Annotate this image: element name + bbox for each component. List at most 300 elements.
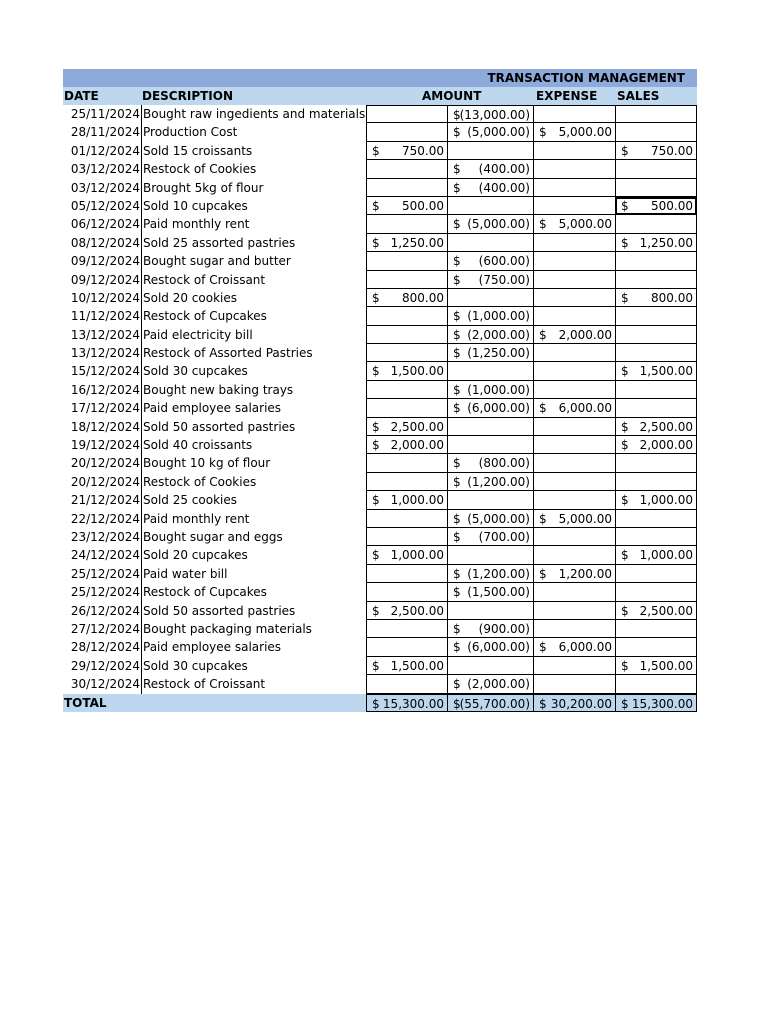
amount-cell[interactable] (366, 160, 447, 178)
description-cell[interactable]: Restock of Cupcakes (141, 307, 366, 325)
table-row (63, 510, 697, 528)
amount-cell[interactable] (366, 473, 447, 491)
expense2-cell[interactable] (533, 528, 615, 546)
sales-cell[interactable] (615, 491, 697, 509)
amount-cell[interactable] (366, 510, 447, 528)
description-cell[interactable]: Bought raw ingedients and materials (141, 105, 366, 123)
sales-cell[interactable] (615, 418, 697, 436)
date-cell[interactable]: 27/12/2024 (70, 621, 140, 636)
date-cell[interactable]: 25/12/2024 (70, 566, 140, 581)
currency-symbol: $ (372, 290, 380, 305)
sales-cell[interactable] (615, 123, 697, 141)
amount-cell[interactable] (366, 142, 447, 160)
expense-value: (1,200.00) (467, 566, 530, 581)
amount-cell[interactable] (366, 307, 447, 325)
amount-cell[interactable] (366, 234, 447, 252)
sales-cell[interactable] (615, 657, 697, 675)
expense2-cell[interactable] (533, 583, 615, 601)
amount-cell[interactable] (366, 436, 447, 454)
amount-cell[interactable] (366, 381, 447, 399)
sheet-title: TRANSACTION MANAGEMENT (487, 71, 685, 85)
date-cell[interactable]: 10/12/2024 (70, 290, 140, 305)
amount-cell[interactable] (366, 362, 447, 380)
table-row (63, 381, 697, 399)
description-cell[interactable]: Paid employee salaries (141, 638, 366, 656)
sales-cell[interactable] (615, 307, 697, 325)
currency-symbol: $ (453, 621, 461, 636)
expense-cell[interactable] (447, 179, 533, 197)
sales-cell[interactable] (615, 326, 697, 344)
amount-cell[interactable] (366, 271, 447, 289)
description-cell[interactable]: Restock of Croissant (141, 675, 366, 693)
expense2-value: 2,000.00 (558, 327, 612, 342)
date-cell[interactable]: 24/12/2024 (70, 548, 140, 563)
currency-symbol: $ (453, 108, 461, 122)
date-cell[interactable]: 03/12/2024 (70, 180, 140, 195)
sales-cell[interactable] (615, 510, 697, 528)
expense2-cell[interactable] (533, 473, 615, 491)
sales-value: 1,500.00 (639, 658, 693, 673)
total-sales: 15,300.00 (631, 696, 693, 711)
total-expense2-cell[interactable] (533, 694, 615, 712)
currency-symbol: $ (621, 364, 629, 379)
currency-symbol: $ (621, 438, 629, 453)
expense-value: (1,500.00) (467, 585, 530, 600)
expense2-cell[interactable] (533, 271, 615, 289)
table-row (63, 123, 697, 141)
expense-cell[interactable] (447, 362, 533, 380)
sales-value: 800.00 (651, 290, 693, 305)
currency-symbol: $ (453, 474, 461, 489)
sales-cell[interactable] (615, 454, 697, 472)
expense2-cell[interactable] (533, 381, 615, 399)
description-cell[interactable]: Sold 50 assorted pastries (141, 602, 366, 620)
amount-cell[interactable] (366, 399, 447, 417)
sales-value: 1,500.00 (639, 364, 693, 379)
amount-cell[interactable] (366, 657, 447, 675)
expense-cell[interactable] (447, 234, 533, 252)
expense-cell[interactable] (447, 160, 533, 178)
expense-cell[interactable] (447, 271, 533, 289)
expense-cell[interactable] (447, 142, 533, 160)
amount-cell[interactable] (366, 105, 447, 123)
amount-cell[interactable] (366, 638, 447, 656)
expense-cell[interactable] (447, 344, 533, 362)
currency-symbol: $ (453, 327, 461, 342)
amount-cell[interactable] (366, 583, 447, 601)
amount-cell[interactable] (366, 215, 447, 233)
description-cell[interactable]: Production Cost (141, 123, 366, 141)
table-row (63, 473, 697, 491)
currency-symbol: $ (453, 677, 461, 692)
expense-value: (5,000.00) (467, 125, 530, 140)
description-cell[interactable]: Restock of Cookies (141, 473, 366, 491)
expense-cell[interactable] (447, 583, 533, 601)
total-expense-cell[interactable] (447, 694, 533, 712)
expense2-cell[interactable] (533, 142, 615, 160)
date-cell[interactable]: 05/12/2024 (70, 198, 140, 213)
expense2-cell[interactable] (533, 491, 615, 509)
currency-symbol: $ (372, 658, 380, 673)
expense2-value: 1,200.00 (558, 566, 612, 581)
expense2-cell[interactable] (533, 179, 615, 197)
description-cell[interactable]: Sold 10 cupcakes (141, 197, 366, 215)
description-cell[interactable]: Paid monthly rent (141, 510, 366, 528)
sales-cell[interactable] (615, 197, 697, 215)
currency-symbol: $ (539, 217, 547, 232)
expense2-cell[interactable] (533, 344, 615, 362)
expense2-cell[interactable] (533, 215, 615, 233)
amount-value: 2,500.00 (390, 419, 444, 434)
expense-value: (1,200.00) (467, 474, 530, 489)
date-cell[interactable]: 23/12/2024 (70, 529, 140, 544)
date-cell[interactable]: 21/12/2024 (70, 493, 140, 508)
amount-cell[interactable] (366, 602, 447, 620)
expense-cell[interactable] (447, 473, 533, 491)
expense-cell[interactable] (447, 381, 533, 399)
currency-symbol: $ (453, 529, 461, 544)
currency-symbol: $ (621, 548, 629, 563)
expense-cell[interactable] (447, 436, 533, 454)
sales-cell[interactable] (615, 583, 697, 601)
date-cell[interactable]: 28/12/2024 (70, 640, 140, 655)
description-cell[interactable]: Bought sugar and eggs (141, 528, 366, 546)
amount-value: 1,500.00 (390, 658, 444, 673)
amount-cell[interactable] (366, 546, 447, 564)
date-cell[interactable]: 08/12/2024 (70, 235, 140, 250)
description-cell[interactable]: Restock of Cookies (141, 160, 366, 178)
expense-value: (13,000.00) (459, 108, 530, 122)
currency-symbol: $ (621, 696, 629, 711)
sales-cell[interactable] (615, 215, 697, 233)
expense-cell[interactable] (447, 491, 533, 509)
expense2-cell[interactable] (533, 454, 615, 472)
description-cell[interactable]: Bought sugar and butter (141, 252, 366, 270)
description-cell[interactable]: Sold 20 cookies (141, 289, 366, 307)
amount-value: 1,000.00 (390, 548, 444, 563)
expense2-cell[interactable] (533, 289, 615, 307)
currency-symbol: $ (539, 327, 547, 342)
description-cell[interactable]: Bought 10 kg of flour (141, 454, 366, 472)
expense2-cell[interactable] (533, 565, 615, 583)
sales-cell[interactable] (615, 362, 697, 380)
expense-cell[interactable] (447, 638, 533, 656)
expense2-cell[interactable] (533, 510, 615, 528)
expense-cell[interactable] (447, 252, 533, 270)
description-cell[interactable]: Restock of Assorted Pastries (141, 344, 366, 362)
date-cell[interactable]: 06/12/2024 (70, 217, 140, 232)
currency-symbol: $ (539, 125, 547, 140)
sales-cell[interactable] (615, 142, 697, 160)
currency-symbol: $ (621, 419, 629, 434)
expense-cell[interactable] (447, 105, 533, 123)
date-cell[interactable]: 18/12/2024 (70, 419, 140, 434)
description-cell[interactable]: Sold 50 assorted pastries (141, 418, 366, 436)
currency-symbol: $ (453, 125, 461, 140)
description-cell[interactable]: Sold 30 cupcakes (141, 657, 366, 675)
expense2-value: 6,000.00 (558, 640, 612, 655)
table-row (63, 602, 697, 620)
table-row (63, 344, 697, 362)
date-cell[interactable]: 09/12/2024 (70, 254, 140, 269)
date-cell[interactable]: 16/12/2024 (70, 382, 140, 397)
sales-cell[interactable] (615, 179, 697, 197)
sales-cell[interactable] (615, 271, 697, 289)
amount-cell[interactable] (366, 491, 447, 509)
sales-value: 2,000.00 (639, 438, 693, 453)
date-cell[interactable]: 13/12/2024 (70, 346, 140, 361)
expense2-cell[interactable] (533, 362, 615, 380)
date-cell[interactable]: 13/12/2024 (70, 327, 140, 342)
date-cell[interactable]: 26/12/2024 (70, 603, 140, 618)
expense2-value: 5,000.00 (558, 217, 612, 232)
currency-symbol: $ (453, 382, 461, 397)
sales-value: 750.00 (651, 143, 693, 158)
expense2-cell[interactable] (533, 418, 615, 436)
sales-value: 2,500.00 (639, 603, 693, 618)
expense-cell[interactable] (447, 307, 533, 325)
expense2-value: 6,000.00 (558, 401, 612, 416)
currency-symbol: $ (372, 696, 380, 711)
sales-cell[interactable] (615, 602, 697, 620)
currency-symbol: $ (372, 235, 380, 250)
expense2-value: 5,000.00 (558, 125, 612, 140)
currency-symbol: $ (372, 548, 380, 563)
table-row (63, 215, 697, 233)
sales-cell[interactable] (615, 675, 697, 693)
date-cell[interactable]: 03/12/2024 (70, 162, 140, 177)
currency-symbol: $ (372, 198, 380, 213)
sales-cell[interactable] (615, 620, 697, 638)
currency-symbol: $ (372, 493, 380, 508)
expense2-cell[interactable] (533, 436, 615, 454)
currency-symbol: $ (621, 658, 629, 673)
expense-cell[interactable] (447, 675, 533, 693)
description-cell[interactable]: Paid water bill (141, 565, 366, 583)
date-cell[interactable]: 01/12/2024 (70, 143, 140, 158)
date-cell[interactable]: 25/11/2024 (70, 107, 140, 121)
total-label[interactable]: TOTAL (64, 695, 107, 710)
amount-cell[interactable] (366, 675, 447, 693)
table-row (63, 289, 697, 307)
currency-symbol: $ (539, 696, 547, 711)
table-row (63, 638, 697, 656)
sales-cell[interactable] (615, 565, 697, 583)
table-row (63, 583, 697, 601)
description-cell[interactable]: Paid electricity bill (141, 326, 366, 344)
sales-cell[interactable] (615, 399, 697, 417)
expense-cell[interactable] (447, 399, 533, 417)
header-date[interactable]: DATE (64, 89, 99, 103)
sales-cell[interactable] (615, 546, 697, 564)
description-cell[interactable]: Sold 25 assorted pastries (141, 234, 366, 252)
sales-value: 1,000.00 (639, 548, 693, 563)
sales-cell[interactable] (615, 638, 697, 656)
sales-cell[interactable] (615, 473, 697, 491)
description-cell[interactable]: Brought 5kg of flour (141, 179, 366, 197)
expense-value: (600.00) (478, 254, 530, 269)
amount-value: 1,250.00 (390, 235, 444, 250)
expense2-cell[interactable] (533, 399, 615, 417)
amount-cell[interactable] (366, 565, 447, 583)
sales-value: 1,000.00 (639, 493, 693, 508)
table-row (63, 620, 697, 638)
expense2-cell[interactable] (533, 234, 615, 252)
expense-cell[interactable] (447, 289, 533, 307)
expense2-cell[interactable] (533, 602, 615, 620)
total-sales-cell[interactable] (615, 694, 697, 712)
table-row (63, 546, 697, 564)
description-cell[interactable]: Sold 20 cupcakes (141, 546, 366, 564)
date-cell[interactable]: 25/12/2024 (70, 585, 140, 600)
table-row (63, 105, 697, 123)
date-cell[interactable]: 30/12/2024 (70, 677, 140, 692)
expense-cell[interactable] (447, 418, 533, 436)
currency-symbol: $ (372, 364, 380, 379)
date-cell[interactable]: 09/12/2024 (70, 272, 140, 287)
currency-symbol: $ (621, 290, 629, 305)
currency-symbol: $ (621, 235, 629, 250)
expense-cell[interactable] (447, 123, 533, 141)
total-amount-cell[interactable] (366, 694, 447, 712)
sales-value: 1,250.00 (639, 235, 693, 250)
expense-cell[interactable] (447, 602, 533, 620)
title-bar (63, 69, 697, 87)
currency-symbol: $ (453, 180, 461, 195)
expense2-cell[interactable] (533, 105, 615, 123)
expense-cell[interactable] (447, 657, 533, 675)
sales-cell[interactable] (615, 344, 697, 362)
expense-cell[interactable] (447, 510, 533, 528)
description-cell[interactable]: Sold 25 cookies (141, 491, 366, 509)
expense2-cell[interactable] (533, 638, 615, 656)
currency-symbol: $ (453, 254, 461, 269)
sales-cell[interactable] (615, 289, 697, 307)
date-cell[interactable]: 28/11/2024 (70, 125, 140, 140)
description-cell[interactable]: Paid monthly rent (141, 215, 366, 233)
amount-value: 2,500.00 (390, 603, 444, 618)
expense-cell[interactable] (447, 326, 533, 344)
date-cell[interactable]: 17/12/2024 (70, 401, 140, 416)
header-sales[interactable]: SALES (617, 89, 660, 103)
table-row (63, 418, 697, 436)
expense-value: (1,000.00) (467, 382, 530, 397)
date-cell[interactable]: 20/12/2024 (70, 474, 140, 489)
expense2-cell[interactable] (533, 657, 615, 675)
description-cell[interactable]: Bought packaging materials (141, 620, 366, 638)
expense-cell[interactable] (447, 528, 533, 546)
description-cell[interactable]: Restock of Croissant (141, 271, 366, 289)
amount-cell[interactable] (366, 179, 447, 197)
description-cell[interactable]: Sold 30 cupcakes (141, 362, 366, 380)
sales-cell[interactable] (615, 381, 697, 399)
table-row (63, 657, 697, 675)
description-cell[interactable]: Bought new baking trays (141, 381, 366, 399)
amount-cell[interactable] (366, 418, 447, 436)
expense2-cell[interactable] (533, 197, 615, 215)
expense-cell[interactable] (447, 565, 533, 583)
table-row (63, 142, 697, 160)
table-row (63, 326, 697, 344)
amount-cell[interactable] (366, 123, 447, 141)
sales-cell[interactable] (615, 160, 697, 178)
amount-cell[interactable] (366, 528, 447, 546)
date-cell[interactable]: 22/12/2024 (70, 511, 140, 526)
expense2-cell[interactable] (533, 160, 615, 178)
description-cell[interactable]: Sold 40 croissants (141, 436, 366, 454)
amount-cell[interactable] (366, 289, 447, 307)
expense-value: (800.00) (478, 456, 530, 471)
date-cell[interactable]: 19/12/2024 (70, 438, 140, 453)
expense2-cell[interactable] (533, 252, 615, 270)
currency-symbol: $ (372, 603, 380, 618)
expense2-cell[interactable] (533, 675, 615, 693)
amount-cell[interactable] (366, 620, 447, 638)
sales-cell[interactable] (615, 252, 697, 270)
amount-cell[interactable] (366, 454, 447, 472)
expense2-cell[interactable] (533, 326, 615, 344)
description-cell[interactable]: Sold 15 croissants (141, 142, 366, 160)
description-cell[interactable]: Restock of Cupcakes (141, 583, 366, 601)
currency-symbol: $ (621, 198, 629, 213)
table-row (63, 362, 697, 380)
amount-cell[interactable] (366, 197, 447, 215)
header-description[interactable]: DESCRIPTION (142, 89, 234, 103)
total-expense: (55,700.00) (459, 696, 530, 711)
expense-value: (5,000.00) (467, 511, 530, 526)
currency-symbol: $ (453, 511, 461, 526)
table-row (63, 271, 697, 289)
table-row (63, 565, 697, 583)
expense2-cell[interactable] (533, 307, 615, 325)
sales-cell[interactable] (615, 528, 697, 546)
amount-cell[interactable] (366, 252, 447, 270)
sales-cell[interactable] (615, 105, 697, 123)
currency-symbol: $ (621, 493, 629, 508)
header-expense[interactable]: EXPENSE (536, 89, 598, 103)
amount-cell[interactable] (366, 326, 447, 344)
amount-value: 2,000.00 (390, 438, 444, 453)
amount-value: 1,500.00 (390, 364, 444, 379)
sales-cell[interactable] (615, 234, 697, 252)
expense-value: (6,000.00) (467, 640, 530, 655)
amount-cell[interactable] (366, 344, 447, 362)
expense2-cell[interactable] (533, 620, 615, 638)
header-amount[interactable]: AMOUNT (422, 89, 482, 103)
expense-value: (900.00) (478, 621, 530, 636)
currency-symbol: $ (453, 217, 461, 232)
description-cell[interactable]: Paid employee salaries (141, 399, 366, 417)
date-cell[interactable]: 11/12/2024 (70, 309, 140, 324)
sales-cell[interactable] (615, 436, 697, 454)
currency-symbol: $ (453, 309, 461, 324)
expense-cell[interactable] (447, 546, 533, 564)
date-cell[interactable]: 29/12/2024 (70, 658, 140, 673)
expense-value: (2,000.00) (467, 327, 530, 342)
date-cell[interactable]: 15/12/2024 (70, 364, 140, 379)
amount-value: 1,000.00 (390, 493, 444, 508)
date-cell[interactable]: 20/12/2024 (70, 456, 140, 471)
expense-cell[interactable] (447, 620, 533, 638)
expense2-cell[interactable] (533, 123, 615, 141)
currency-symbol: $ (372, 419, 380, 434)
currency-symbol: $ (539, 640, 547, 655)
currency-symbol: $ (621, 143, 629, 158)
expense-cell[interactable] (447, 215, 533, 233)
expense-cell[interactable] (447, 197, 533, 215)
expense-cell[interactable] (447, 454, 533, 472)
expense2-cell[interactable] (533, 546, 615, 564)
